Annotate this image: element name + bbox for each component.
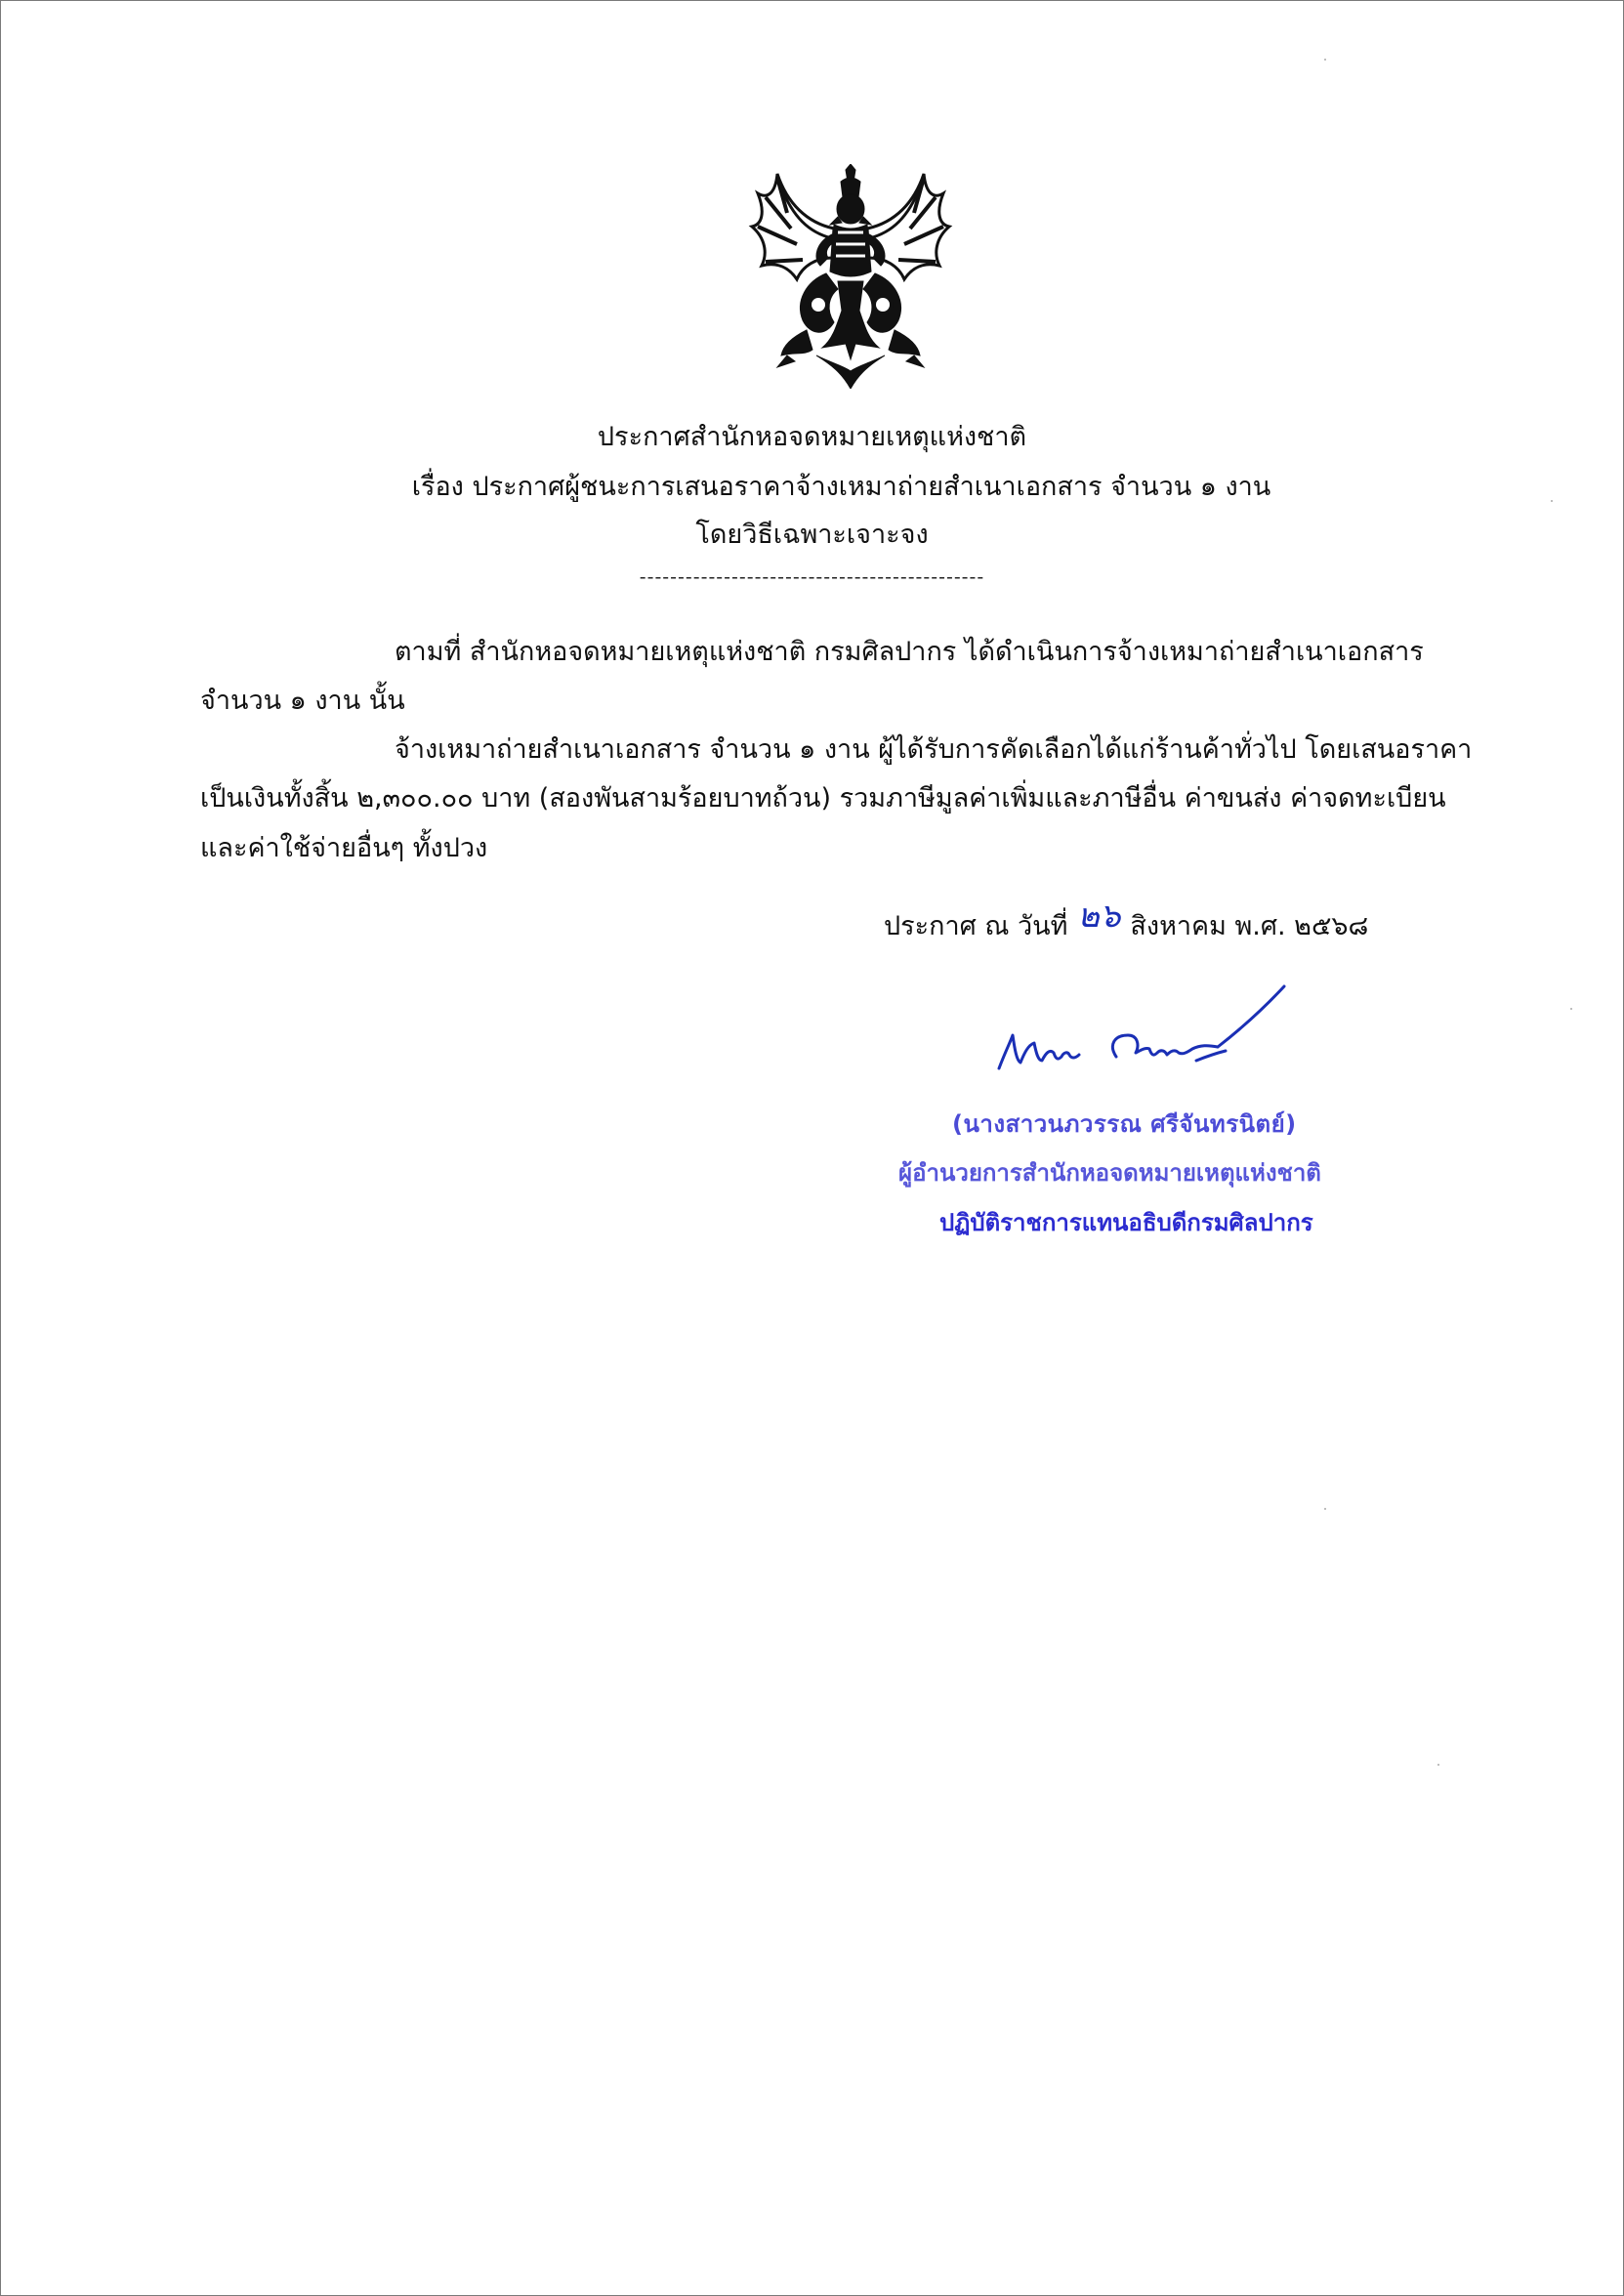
announcement-date-prefix: ประกาศ ณ วันที่ xyxy=(884,911,1068,941)
section-divider: --------------------------------------------- xyxy=(639,566,985,588)
garuda-emblem-icon xyxy=(748,164,953,389)
paragraph-1-line-1: ตามที่ สำนักหอจดหมายเหตุแห่งชาติ กรมศิลปากร ได้ดำเนินการจ้างเหมาถ่ายสำเนาเอกสาร xyxy=(395,637,1424,667)
announcement-subject: เรื่อง ประกาศผู้ชนะการเสนอราคาจ้างเหมาถ่ายสำเนาเอกสาร จำนวน ๑ งาน xyxy=(411,472,1271,502)
signatory-name: (นางสาวนภวรรณ ศรีจันทรนิตย์) xyxy=(952,1110,1297,1138)
paragraph-2-line-3: และค่าใช้จ่ายอื่นๆ ทั้งปวง xyxy=(200,833,488,863)
scan-speck xyxy=(1324,1508,1326,1510)
paragraph-1-line-2: จำนวน ๑ งาน นั้น xyxy=(200,686,405,716)
signatory-position: ผู้อำนวยการสำนักหอจดหมายเหตุแห่งชาติ xyxy=(898,1159,1321,1187)
handwritten-signature xyxy=(991,984,1362,1082)
signatory-acting-for: ปฏิบัติราชการแทนอธิบดีกรมศิลปากร xyxy=(939,1209,1313,1236)
announcement-title: ประกาศสำนักหอจดหมายเหตุแห่งชาติ xyxy=(597,422,1027,452)
announcement-date-suffix: สิงหาคม พ.ศ. ๒๕๖๘ xyxy=(1130,911,1369,941)
announcement-date xyxy=(884,897,1369,944)
scan-speck xyxy=(1324,59,1326,61)
scan-speck xyxy=(1551,500,1553,502)
paragraph-2-line-2: เป็นเงินทั้งสิ้น ๒,๓๐๐.๐๐ บาท (สองพันสามร้อยบาทถ้วน) รวมภาษีมูลค่าเพิ่มและภาษีอื่น ค่าขนส่ง ค่าจดทะเบียน xyxy=(200,783,1446,814)
procurement-method: โดยวิธีเฉพาะเจาะจง xyxy=(695,520,929,550)
handwritten-day: ๒๖ xyxy=(1077,897,1121,936)
paragraph-2-line-1: จ้างเหมาถ่ายสำเนาเอกสาร จำนวน ๑ งาน ผู้ได้รับการคัดเลือกได้แก่ร้านค้าทั่วไป โดยเสนอราคา xyxy=(395,734,1473,765)
scan-speck xyxy=(1437,1764,1439,1766)
scan-speck xyxy=(1570,1008,1572,1010)
